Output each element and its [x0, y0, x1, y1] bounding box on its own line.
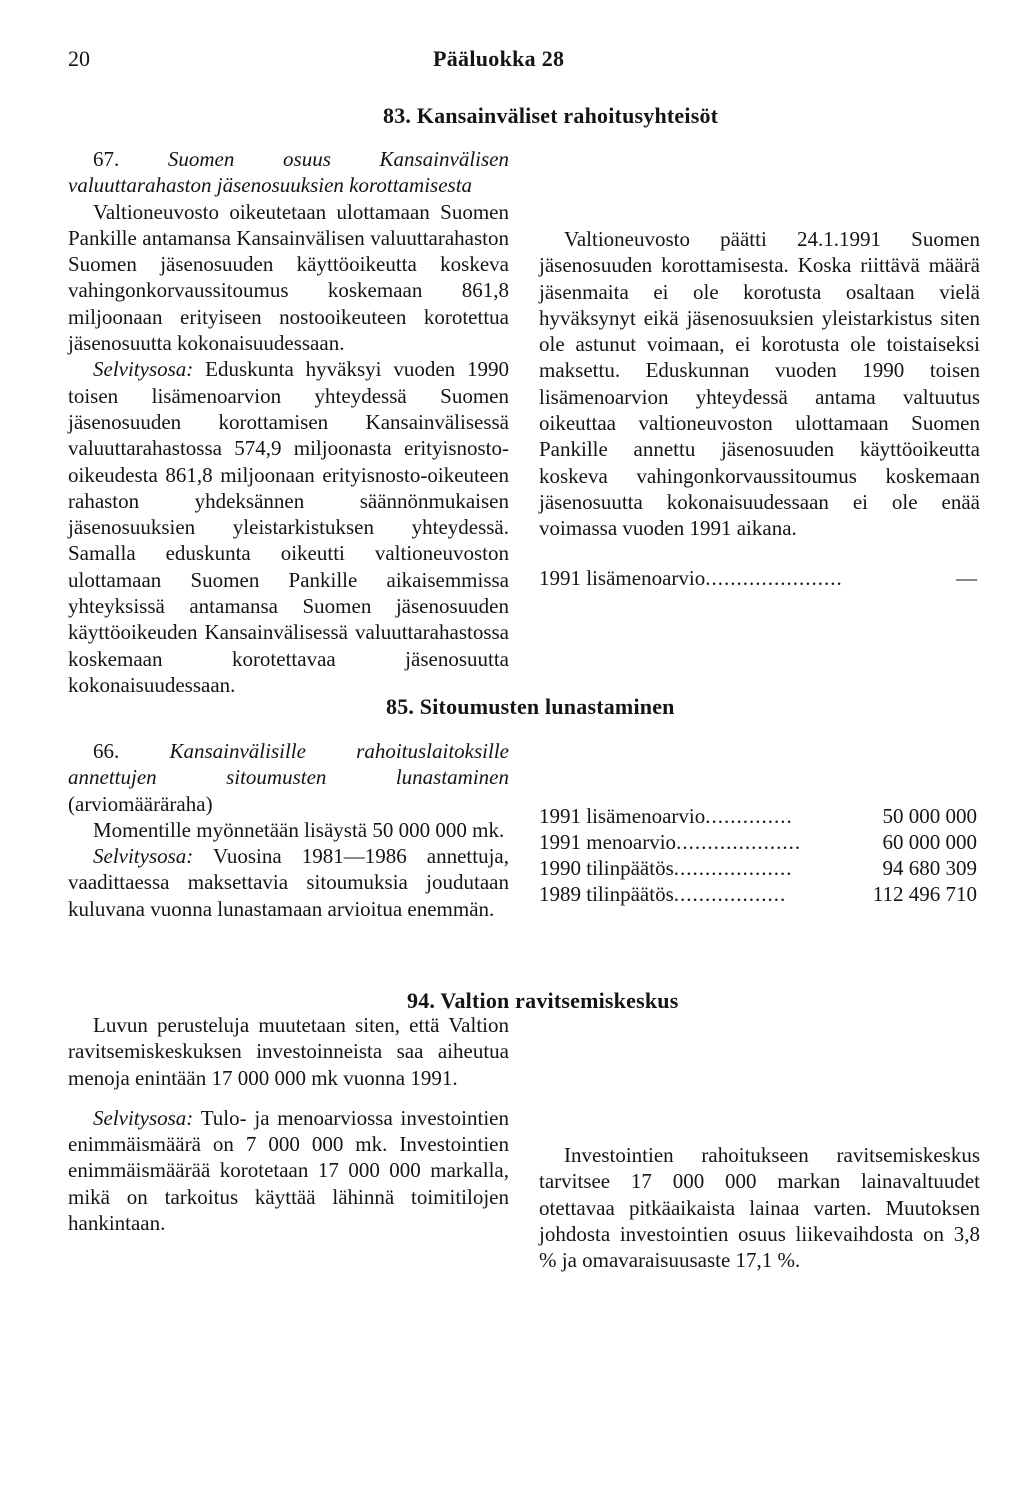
- budget-value: 60 000 000: [882, 830, 977, 854]
- selvitysosa-label: Selvitysosa:: [93, 844, 194, 869]
- leader-dots: ..............: [705, 804, 793, 828]
- budget-label: 1989 tilinpäätös: [539, 882, 674, 906]
- budget-row: [539, 565, 977, 591]
- budget-value: 50 000 000: [882, 804, 977, 828]
- section-85-budget-table: [539, 803, 977, 907]
- section-83-left-column: [68, 146, 509, 698]
- financing-paragraph: Investointien rahoitukseen ravitsemiskeskus tarvitsee 17 000 000 markan lainavaltuudet otettavaa pitkäaikaista lainaa varten. Muutoksen johdosta investointien osuus liikevaihdosta on 3,8 % ja omavaraisuusaste 17,1 %.: [539, 1143, 980, 1273]
- budget-value: —: [956, 566, 977, 590]
- budget-row: [539, 829, 977, 855]
- selvitysosa-label: Selvitysosa:: [93, 357, 194, 382]
- item-note: (arviomääräraha): [68, 791, 213, 816]
- decision-paragraph: Momentille myönnetään lisäystä 50 000 000 mk.: [93, 817, 505, 842]
- section-94-left-column: [68, 1012, 509, 1236]
- explanation-paragraph: [68, 356, 509, 698]
- item-number: 66.: [93, 739, 120, 763]
- item-title: Suomen osuus Kansainvälisen valuuttarahaston jäsenosuuksien korottamisesta: [68, 147, 509, 198]
- explanation-paragraph: [68, 1105, 509, 1236]
- item-67-paragraph: [68, 146, 509, 199]
- item-66-paragraph: [68, 738, 509, 817]
- section-heading-94: 94. Valtion ravitsemiskeskus: [407, 988, 679, 1013]
- section-83-right-column: [539, 226, 980, 542]
- budget-value: 94 680 309: [882, 856, 977, 880]
- selvitysosa-label: Selvitysosa:: [93, 1105, 194, 1130]
- budget-label: 1991 lisämenoarvio: [539, 566, 706, 590]
- budget-row: [539, 803, 977, 829]
- item-number: 67.: [93, 147, 120, 171]
- budget-label: 1990 tilinpäätös: [539, 856, 674, 880]
- budget-label: 1991 menoarvio: [539, 830, 677, 854]
- section-heading-83: 83. Kansainväliset rahoitusyhteisöt: [383, 103, 719, 128]
- running-title: Pääluokka 28: [433, 46, 565, 71]
- leader-dots: ....................: [676, 830, 802, 854]
- section-83-budget-table: [539, 565, 977, 591]
- budget-row: [539, 855, 977, 881]
- decision-paragraph: Valtioneuvosto oikeutetaan ulottamaan Suomen Pankille antamansa Kansainvälisen valuuttarahaston Suomen jäsenosuuden käyttöoikeutta koskeva vahingonkorvaussitoumus koskemaan 861,8 miljoonaan erityiseen nostooikeuteen korotettua jäsenosuutta kokonaisuudessaan.: [68, 199, 509, 356]
- leader-dots: ...................: [673, 856, 793, 880]
- section-heading-85: 85. Sitoumusten lunastaminen: [386, 694, 675, 719]
- leader-dots: ......................: [705, 566, 843, 590]
- paragraph-gap: [68, 1091, 509, 1105]
- leader-dots: ..................: [673, 882, 787, 906]
- budget-row: [539, 881, 977, 907]
- decision-paragraph: Luvun perusteluja muutetaan siten, että Valtion ravitsemiskeskuksen investoinneista saa aiheutua menoja enintään 17 000 000 mk vuonna 1991.: [68, 1013, 509, 1090]
- explanation-text: Eduskunta hyväksyi vuoden 1990 toisen lisämenoarvion yhteydessä Suomen jäsenosuuden korottamisen Kansainvälisessä valuuttarahastossa 574,9 miljoonasta erityisnosto-oikeudesta 861,8 miljoonaan erityisnosto-oikeuteen rahaston yhdeksännen säännönmukaisen jäsenosuuksien yleistarkistuksen yhteydessä. Samalla eduskunta oikeutti valtioneuvoston ulottamaan Suomen Pankille aikaisemmissa yhteyksissä antamansa Suomen jäsenosuuden käyttöoikeuden Kansainvälisessä valuuttarahastossa koskemaan korotettavaa jäsenosuutta kokonaisuudessaan.: [68, 357, 509, 697]
- section-85-left-column: [68, 738, 509, 922]
- page-number: 20: [68, 46, 90, 71]
- item-title: Kansainvälisille rahoituslaitoksille annettujen sitoumusten lunastaminen: [68, 739, 509, 790]
- explanation-paragraph: [68, 843, 509, 922]
- budget-value: 112 496 710: [872, 882, 977, 906]
- explanation-text: Tulo- ja menoarviossa investointien enimmäismäärä on 7 000 000 mk. Investointien enimmäismäärää korotetaan 17 000 000 markalla, mikä on tarkoitus käyttää lähinnä toimitilojen hankintaan.: [68, 1105, 510, 1236]
- explanation-text: Vuosina 1981—1986 annettuja, vaadittaessa maksettavia sitoumuksia joudutaan kuluvana vuonna lunastamaan arvioitua enemmän.: [68, 844, 510, 921]
- status-paragraph: Valtioneuvosto päätti 24.1.1991 Suomen jäsenosuuden korottamisesta. Koska riittävä määrä jäsenmaita ei ole korotusta osaltaan vielä hyväksynyt eikä jäsenosuuksien yleistarkistus siten ole astunut voimaan, ei korotusta ole toistaiseksi maksettu. Eduskunnan vuoden 1990 toisen lisämenoarvion yhteydessä antama valtuutus oikeuttaa valtioneuvoston ulottamaan Suomen Pankille annettu jäsenosuuden käyttöoikeutta koskeva vahingonkorvaussitoumus koskemaan jäsenosuutta kokonaisuudessaan ei ole enää voimassa vuoden 1991 aikana.: [539, 227, 980, 541]
- section-94-right-column: [539, 1142, 980, 1273]
- budget-label: 1991 lisämenoarvio: [539, 804, 706, 828]
